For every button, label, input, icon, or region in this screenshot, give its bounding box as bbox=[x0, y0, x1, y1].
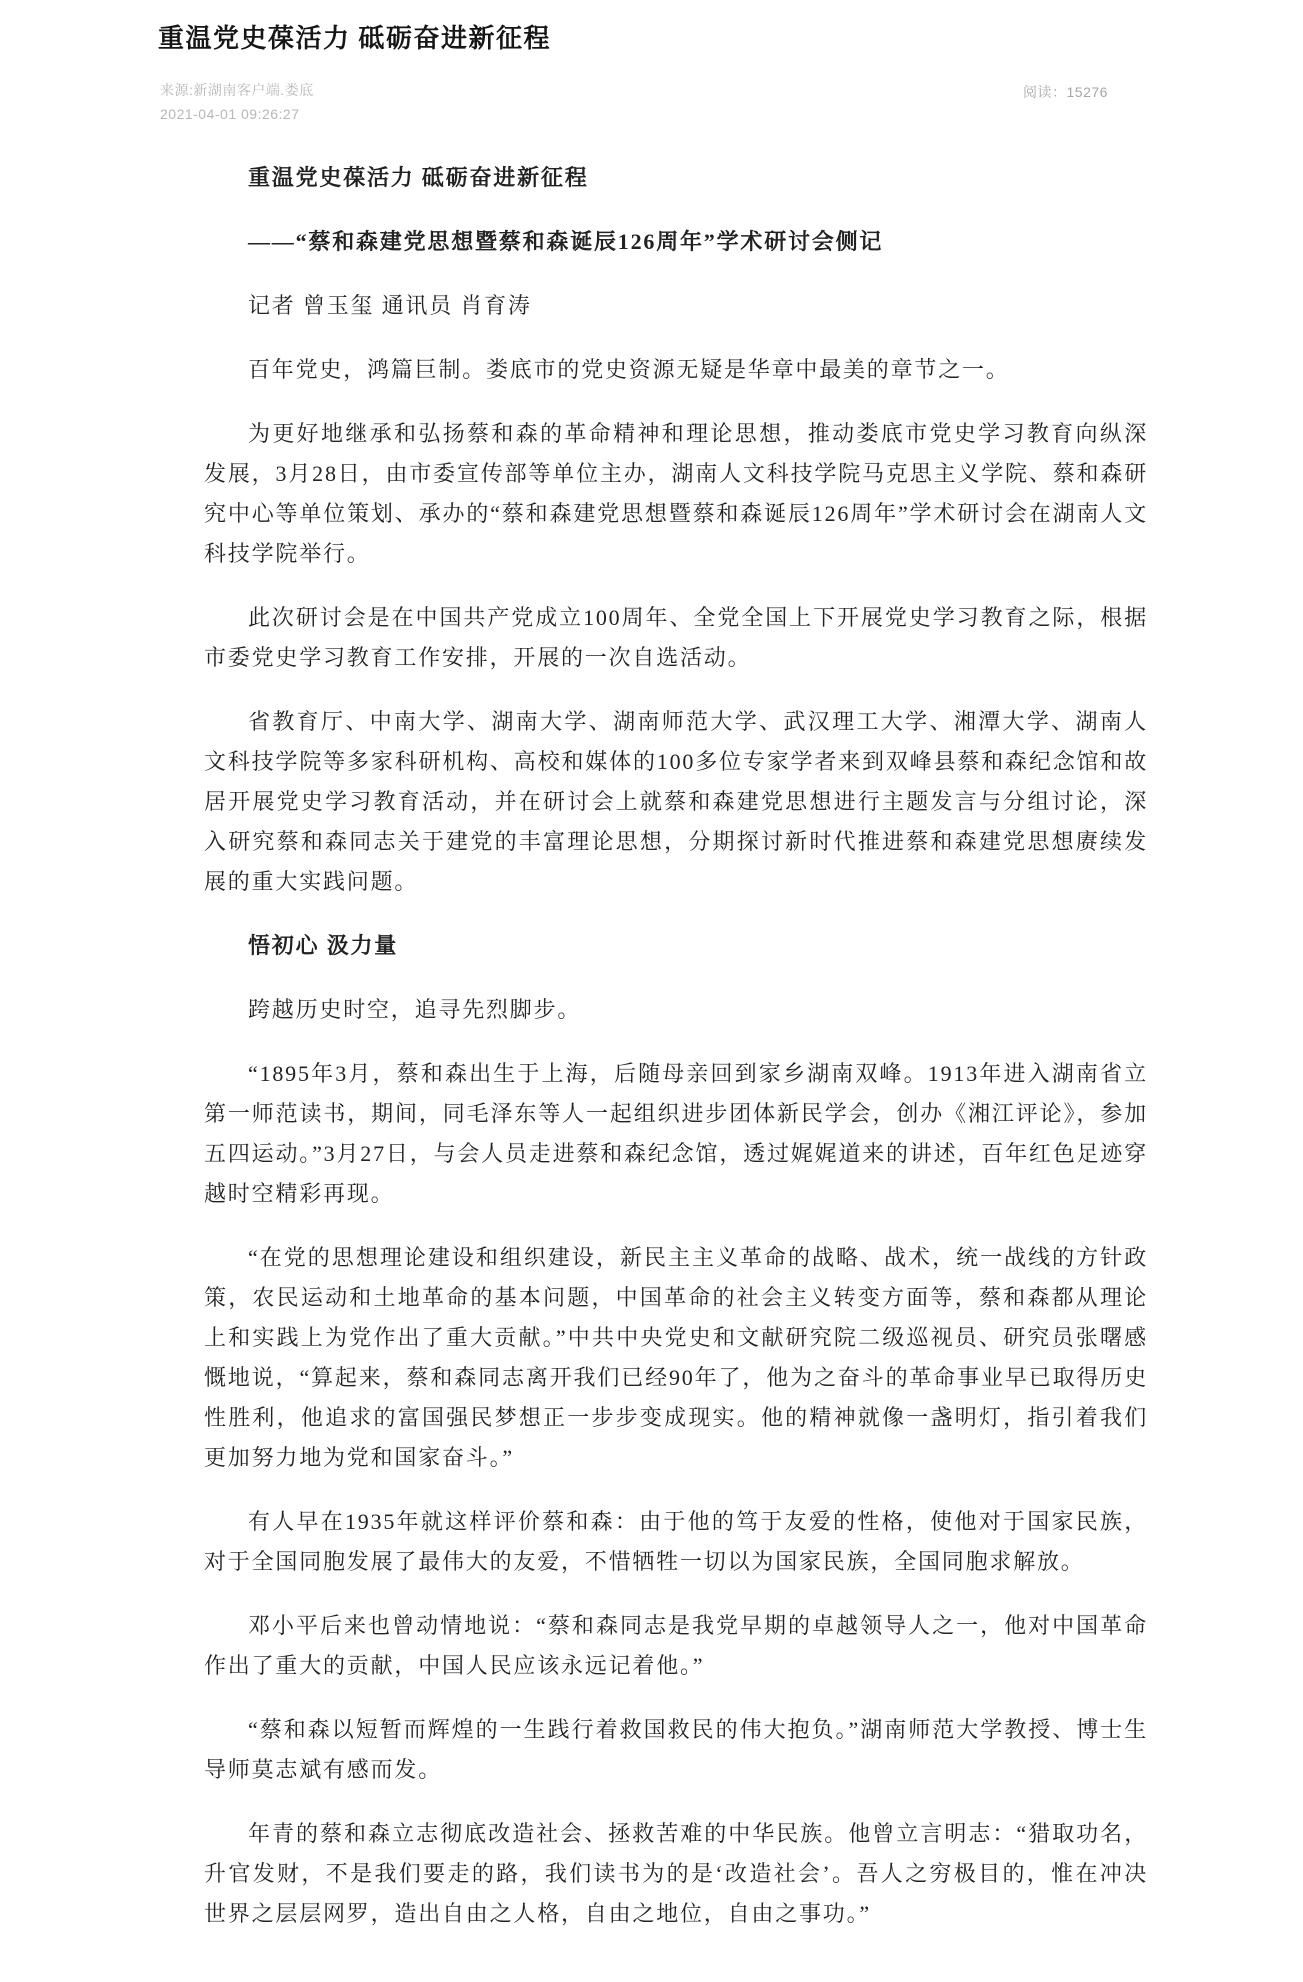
article-paragraph: 为更好地继承和弘扬蔡和森的革命精神和理论思想，推动娄底市党史学习教育向纵深发展，3月28日，由市委宣传部等单位主办，湖南人文科技学院马克思主义学院、蔡和森研究中心等单位策划、承办的“蔡和森建党思想暨蔡和森诞辰126周年”学术研讨会在湖南人文科技学院举行。 bbox=[204, 421, 1148, 566]
article-paragraph: 有人早在1935年就这样评价蔡和森：由于他的笃于友爱的性格，使他对于国家民族，对于全国同胞发展了最伟大的友爱，不惜牺牲一切以为国家民族，全国同胞求解放。 bbox=[204, 1509, 1148, 1574]
article-paragraph: 记者 曾玉玺 通讯员 肖育涛 bbox=[248, 293, 532, 318]
article-paragraph: “在党的思想理论建设和组织建设，新民主主义革命的战略、战术，统一战线的方针政策，农民运动和土地革命的基本问题，中国革命的社会主义转变方面等，蔡和森都从理论上和实践上为党作出了重大贡献。”中共中央党史和文献研究院二级巡视员、研究员张曙感慨地说，“算起来，蔡和森同志离开我们已经90年了，他为之奋斗的革命事业早已取得历史性胜利，他追求的富国强民梦想正一步步变成现实。他的精神就像一盏明灯，指引着我们更加努力地为党和国家奋斗。” bbox=[204, 1245, 1148, 1470]
publish-datetime: 2021-04-01 09:26:27 bbox=[160, 106, 300, 122]
source-label: 来源:新湖南客户端.娄底 bbox=[160, 82, 314, 98]
page-title: 重温党史葆活力 砥砺奋进新征程 bbox=[158, 24, 552, 53]
article-paragraph: 此次研讨会是在中国共产党成立100周年、全党全国上下开展党史学习教育之际，根据市委党史学习教育工作安排，开展的一次自选活动。 bbox=[204, 605, 1148, 670]
article-paragraph: 年青的蔡和森立志彻底改造社会、拯救苦难的中华民族。他曾立言明志：“猎取功名，升官发财，不是我们要走的路，我们读书为的是‘改造社会’。吾人之穷极目的，惟在冲决世界之层层网罗，造出自由之人格，自由之地位，自由之事功。” bbox=[204, 1821, 1148, 1926]
article-paragraph: 省教育厅、中南大学、湖南大学、湖南师范大学、武汉理工大学、湘潭大学、湖南人文科技学院等多家科研机构、高校和媒体的100多位专家学者来到双峰县蔡和森纪念馆和故居开展党史学习教育活动，并在研讨会上就蔡和森建党思想进行主题发言与分组讨论，深入研究蔡和森同志关于建党的丰富理论思想，分期探讨新时代推进蔡和森建党思想赓续发展的重大实践问题。 bbox=[204, 709, 1148, 894]
article-heading: ——“蔡和森建党思想暨蔡和森诞辰126周年”学术研讨会侧记 bbox=[248, 229, 884, 254]
article-paragraph: 跨越历史时空，追寻先烈脚步。 bbox=[248, 997, 582, 1022]
article-heading: 重温党史葆活力 砥砺奋进新征程 bbox=[248, 165, 589, 190]
article-paragraph: “蔡和森以短暂而辉煌的一生践行着救国救民的伟大抱负。”湖南师范大学教授、博士生导师莫志斌有感而发。 bbox=[204, 1717, 1148, 1782]
article-body bbox=[204, 158, 1148, 1958]
article-paragraph: “1895年3月，蔡和森出生于上海，后随母亲回到家乡湖南双峰。1913年进入湖南省立第一师范读书，期间，同毛泽东等人一起组织进步团体新民学会，创办《湘江评论》，参加五四运动。”3月27日，与会人员走进蔡和森纪念馆，透过娓娓道来的讲述，百年红色足迹穿越时空精彩再现。 bbox=[204, 1061, 1148, 1206]
read-count: 阅读：15276 bbox=[1023, 84, 1108, 100]
article-paragraph: 百年党史，鸿篇巨制。娄底市的党史资源无疑是华章中最美的章节之一。 bbox=[248, 357, 1010, 382]
article-paragraph: 邓小平后来也曾动情地说：“蔡和森同志是我党早期的卓越领导人之一，他对中国革命作出了重大的贡献，中国人民应该永远记着他。” bbox=[204, 1613, 1148, 1678]
article-heading: 悟初心 汲力量 bbox=[248, 933, 399, 958]
